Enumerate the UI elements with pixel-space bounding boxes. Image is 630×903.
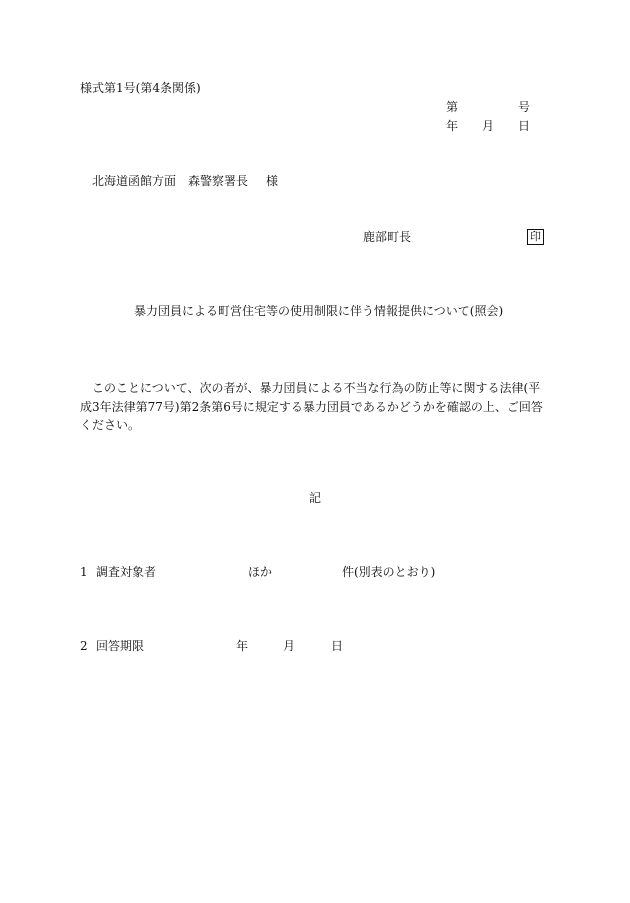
item-1-number: 1 (80, 565, 88, 579)
doc-number-go: 号 (518, 100, 531, 114)
sender-title: 鹿部町長 (363, 230, 412, 244)
item-1-ken: 件(別表のとおり) (342, 565, 436, 579)
item-1-hoka: ほか (248, 565, 273, 579)
item-1-label: 調査対象者 (96, 565, 157, 579)
doc-number-dai: 第 (446, 100, 459, 114)
item-2-label: 回答期限 (96, 639, 145, 653)
doc-date-year: 年 (446, 119, 459, 133)
item-2-year: 年 (236, 639, 249, 653)
addressee-office: 北海道函館方面 森警察署長 (92, 174, 249, 188)
body-paragraph: このことについて、次の者が、暴力団員による不当な行為の防止等に関する法律(平成3年法律第77号)第2条第6号に規定する暴力団員であるかどうかを確認の上、ご回答ください。 (80, 381, 543, 432)
doc-date-day: 日 (518, 119, 531, 133)
form-label: 様式第1号(第4条関係) (80, 81, 201, 95)
item-2-day: 日 (331, 639, 344, 653)
ki-heading: 記 (309, 491, 322, 505)
item-2-month: 月 (283, 639, 296, 653)
item-2-number: 2 (80, 639, 88, 653)
subject-title: 暴力団員による町営住宅等の使用制限に伴う情報提供について(照会) (134, 304, 504, 318)
sender-seal (527, 229, 544, 245)
doc-date-month: 月 (482, 119, 495, 133)
seal-mark: 印 (527, 229, 544, 245)
addressee-honorific: 様 (266, 174, 279, 188)
